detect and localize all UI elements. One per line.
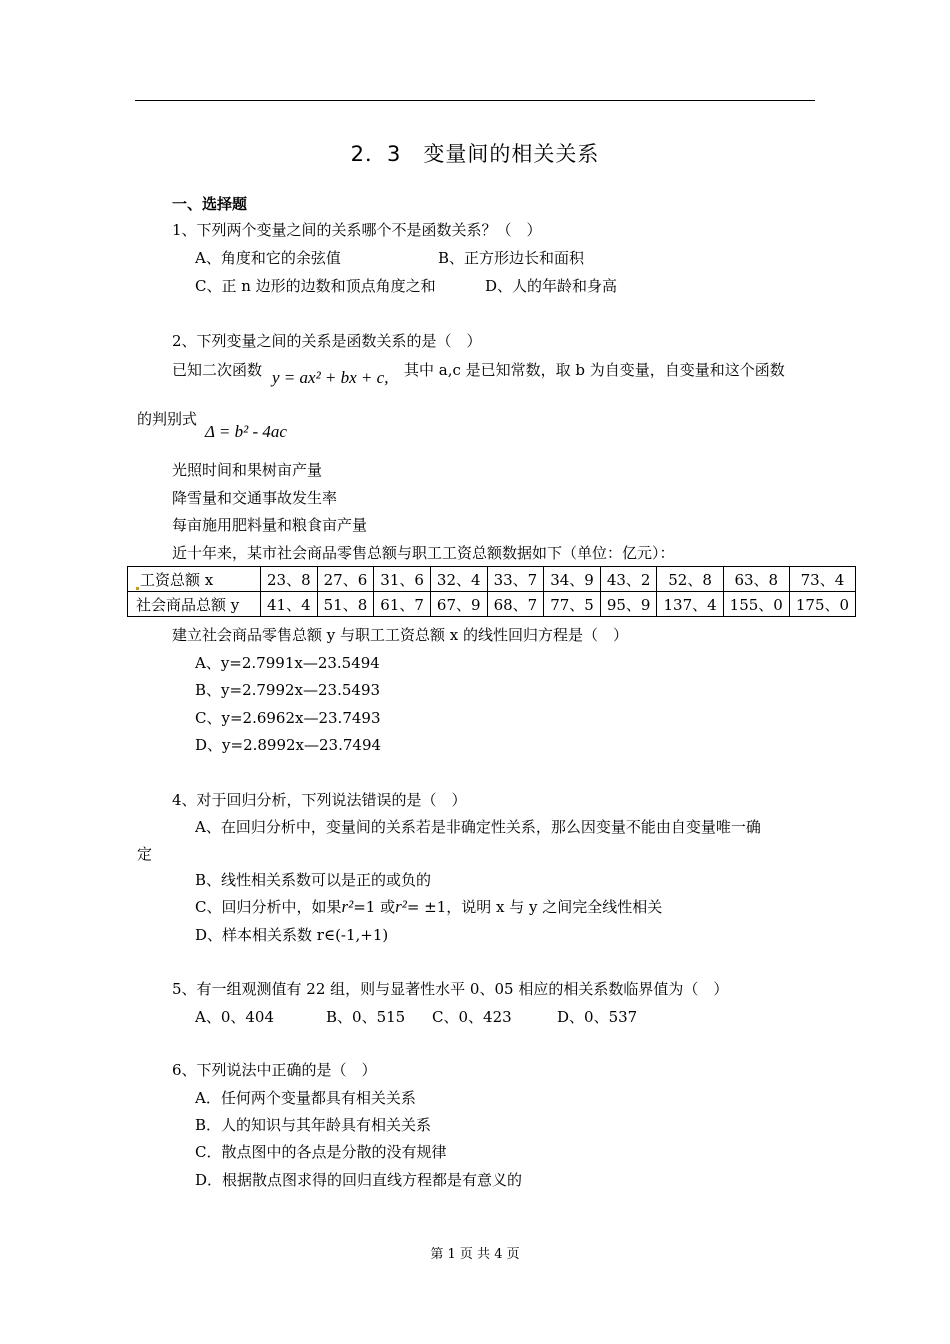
q6-option-d: D．根据散点图求得的回归直线方程都是有意义的: [195, 1171, 523, 1189]
header-rule: [135, 100, 815, 101]
q1-stem: 1、下列两个变量之间的关系哪个不是函数关系？（ ）: [172, 221, 542, 239]
q2-option-1a: 已知二次函数: [172, 361, 263, 379]
table-cell: 77、5: [544, 592, 601, 617]
table-cell: 61、7: [374, 592, 431, 617]
q2-option-1b: 其中 a,c 是已知常数，取 b 为自变量，自变量和这个函数: [404, 361, 785, 379]
q3-intro: 近十年来，某市社会商品零售总额与职工工资总额数据如下（单位：亿元）：: [172, 544, 675, 562]
table-cell: 175、0: [789, 592, 855, 617]
q3-option-c: C、y=2.6962x—23.7493: [195, 709, 381, 727]
q6-option-a: A．任何两个变量都具有相关关系: [195, 1089, 416, 1107]
q4-option-a: A、在回归分析中，变量间的关系若是非确定性关系，那么因变量不能由自变量唯一确: [195, 818, 761, 836]
q6-stem: 6、下列说法中正确的是（ ）: [172, 1061, 377, 1079]
q3-stem: 建立社会商品零售总额 y 与职工工资总额 x 的线性回归方程是（ ）: [172, 626, 629, 644]
q3-option-d: D、y=2.8992x—23.7494: [195, 736, 382, 754]
table-cell: 34、9: [544, 567, 601, 592]
r-squared: r²: [341, 897, 354, 916]
q6-option-c: C．散点图中的各点是分散的没有规律: [195, 1143, 447, 1161]
table-row: [128, 592, 856, 617]
q2-stem: 2、下列变量之间的关系是函数关系的是（ ）: [172, 332, 482, 350]
q4-option-a-cont: 定: [137, 845, 153, 863]
table-cell: 68、7: [487, 592, 544, 617]
q5-option-a: A、0、404: [195, 1008, 275, 1026]
table-cell: 73、4: [789, 567, 855, 592]
q4-option-d: D、样本相关系数 r∈(-1,+1): [195, 926, 389, 944]
q2-option-3: 降雪量和交通事故发生率: [172, 489, 338, 507]
table-cell: 33、7: [487, 567, 544, 592]
q3-option-a: A、y=2.7991x—23.5494: [195, 654, 380, 672]
table-cell: 43、2: [600, 567, 657, 592]
q1-option-c: C、正 n 边形的边数和顶点角度之和: [195, 277, 436, 295]
table-cell: 23、8: [261, 567, 318, 592]
table-row-header: 社会商品总额 y: [128, 592, 261, 617]
q1-option-b: B、正方形边长和面积: [438, 249, 585, 267]
q4-option-c: C、回归分析中，如果r²=1 或r²= ±1，说明 x 与 y 之间完全线性相关: [195, 897, 663, 916]
q5-option-d: D、0、537: [557, 1008, 638, 1026]
page-title: 2．3 变量间的相关关系: [350, 142, 600, 166]
data-table: [127, 566, 856, 617]
table-cell: 41、4: [261, 592, 318, 617]
q5-stem: 5、有一组观测值有 22 组，则与显著性水平 0、05 相应的相关系数临界值为（ ）: [172, 980, 729, 998]
page-footer: 第 1 页 共 4 页: [430, 1247, 520, 1262]
q2-option-1c: 的判别式: [137, 410, 198, 428]
q3-option-b: B、y=2.7992x—23.5493: [195, 681, 381, 699]
q5-option-c: C、0、423: [432, 1008, 512, 1026]
q5-option-b: B、0、515: [326, 1008, 406, 1026]
table-cell: 95、9: [600, 592, 657, 617]
table-cell: 67、9: [430, 592, 487, 617]
q4-option-b: B、线性相关系数可以是正的或负的: [195, 871, 432, 889]
q2-formula-discriminant: Δ = b² - 4ac: [205, 422, 287, 441]
plus-minus-one: = ±1: [406, 898, 447, 916]
table-cell: 52、8: [657, 567, 723, 592]
table-cell: 27、6: [317, 567, 374, 592]
q4-stem: 4、对于回归分析，下列说法错误的是（ ）: [172, 791, 467, 809]
q6-option-b: B．人的知识与其年龄具有相关关系: [195, 1116, 432, 1134]
table-cell: 51、8: [317, 592, 374, 617]
table-cell: 63、8: [723, 567, 789, 592]
q2-option-2: 光照时间和果树亩产量: [172, 461, 323, 479]
q2-option-4: 每亩施用肥料量和粮食亩产量: [172, 516, 368, 534]
table-cell: 31、6: [374, 567, 431, 592]
table-cell: 155、0: [723, 592, 789, 617]
q1-option-d: D、人的年龄和身高: [485, 277, 618, 295]
section-heading: 一、选择题: [172, 195, 248, 213]
q2-formula-quadratic: y = ax² + bx + c,: [272, 368, 389, 387]
r-squared: r²: [395, 897, 407, 916]
edit-mark: [136, 587, 139, 590]
table-cell: 137、4: [657, 592, 723, 617]
table-cell: 32、4: [430, 567, 487, 592]
table-row: [128, 567, 856, 592]
table-row-header: 工资总额 x: [128, 567, 261, 592]
q1-option-a: A、角度和它的余弦值: [195, 249, 341, 267]
